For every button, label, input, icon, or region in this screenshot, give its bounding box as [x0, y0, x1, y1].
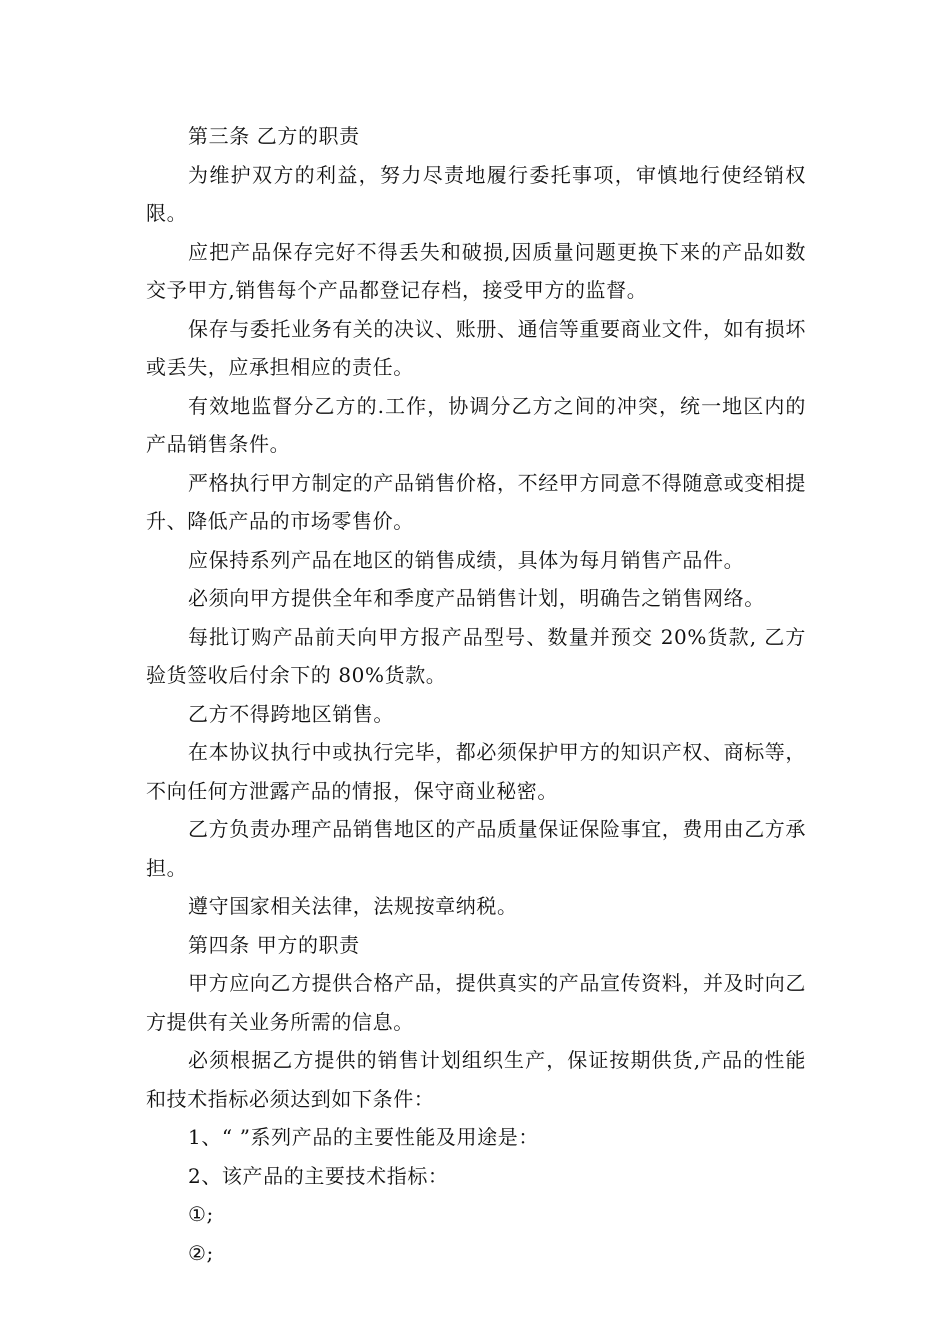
paragraph: 在本协议执行中或执行完毕，都必须保护甲方的知识产权、商标等，不向任何方泄露产品的情报，保守商业秘密。	[146, 740, 806, 803]
list-item: 2、该产品的主要技术指标：	[188, 1163, 449, 1188]
paragraph: 为维护双方的利益，努力尽责地履行委托事项，审慎地行使经销权限。	[146, 162, 806, 225]
section-heading-article-4: 第四条 甲方的职责	[188, 932, 360, 957]
paragraph: 必须向甲方提供全年和季度产品销售计划，明确告之销售网络。	[188, 586, 765, 610]
paragraph: 遵守国家相关法律，法规按章纳税。	[188, 894, 518, 918]
document-body	[146, 117, 806, 1272]
paragraph: 应把产品保存完好不得丢失和破损,因质量问题更换下来的产品如数交予甲方,销售每个产品都登记存档，接受甲方的监督。	[146, 239, 806, 302]
paragraph: 乙方不得跨地区销售。	[188, 701, 394, 726]
paragraph: 甲方应向乙方提供合格产品，提供真实的产品宣传资料，并及时向乙方提供有关业务所需的信息。	[146, 971, 806, 1034]
paragraph: 严格执行甲方制定的产品销售价格，不经甲方同意不得随意或变相提升、降低产品的市场零售价。	[146, 470, 806, 533]
sub-list-item: ②;	[188, 1240, 214, 1265]
list-item: 1、“ ”系列产品的主要性能及用途是：	[188, 1125, 539, 1149]
paragraph: 每批订购产品前天向甲方报产品型号、数量并预交 20%货款, 乙方验货签收后付余下的 80%货款。	[146, 624, 806, 687]
section-heading-article-3: 第三条 乙方的职责	[188, 124, 360, 148]
paragraph: 应保持系列产品在地区的销售成绩，具体为每月销售产品件。	[188, 547, 745, 572]
paragraph: 必须根据乙方提供的销售计划组织生产，保证按期供货,产品的性能和技术指标必须达到如下条件：	[146, 1048, 806, 1111]
paragraph: 有效地监督分乙方的.工作，协调分乙方之间的冲突，统一地区内的产品销售条件。	[146, 393, 806, 456]
sub-list-item: ①;	[188, 1202, 214, 1226]
paragraph: 保存与委托业务有关的决议、账册、通信等重要商业文件，如有损坏或丢失，应承担相应的责任。	[146, 316, 806, 379]
paragraph: 乙方负责办理产品销售地区的产品质量保证保险事宜，费用由乙方承担。	[146, 817, 806, 880]
